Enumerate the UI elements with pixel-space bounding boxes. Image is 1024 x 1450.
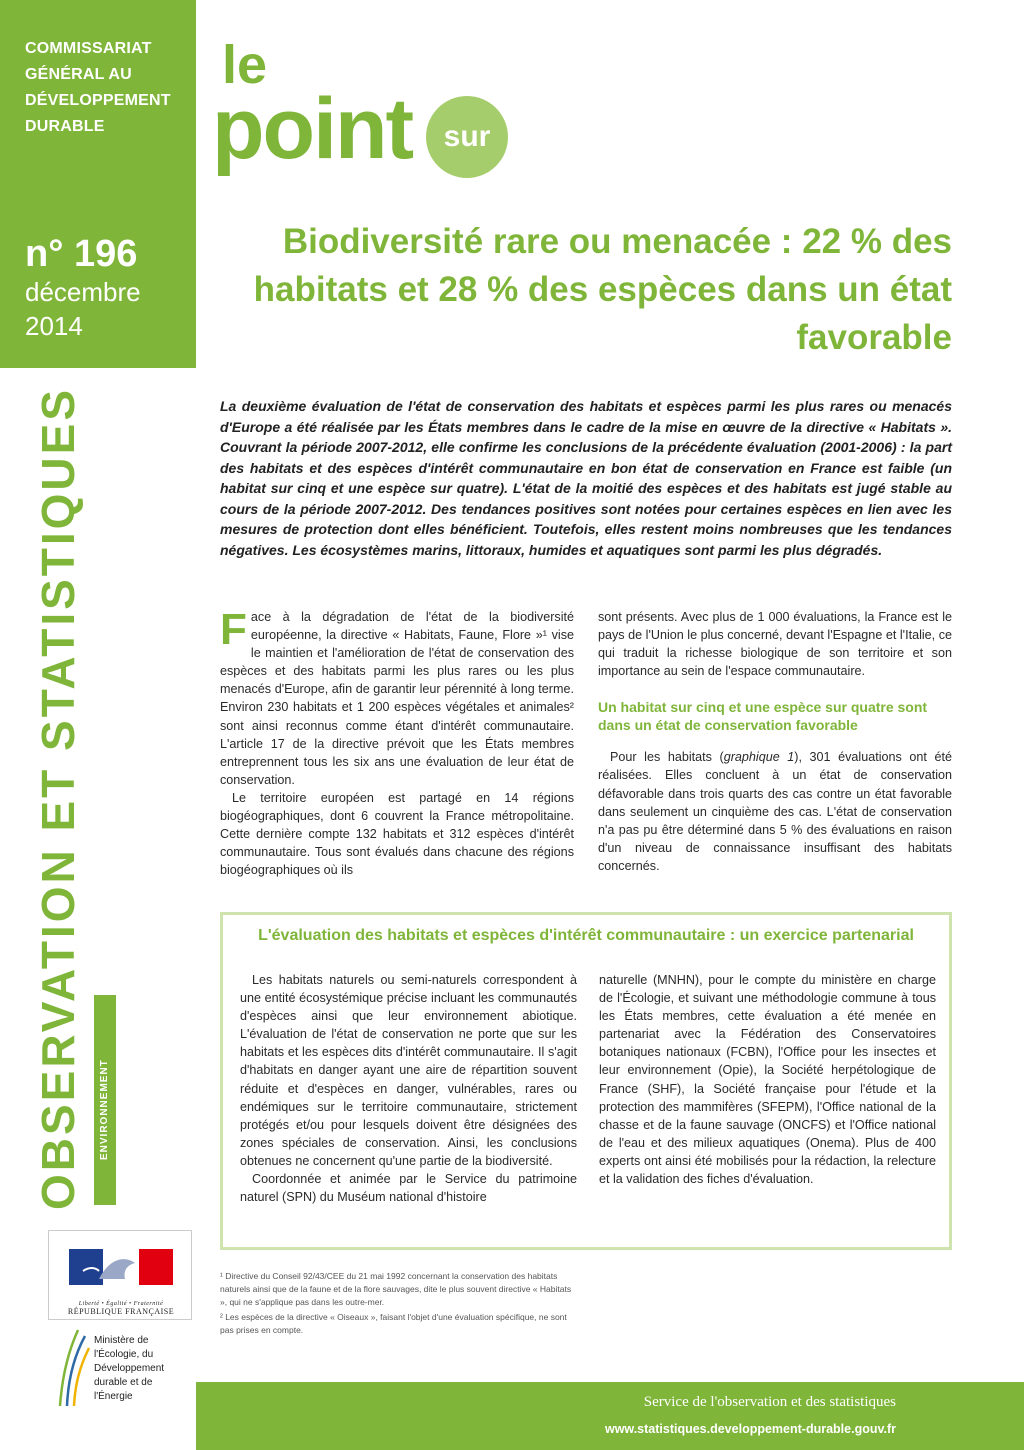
logo-point: point <box>212 81 413 177</box>
section-subheading: Un habitat sur cinq et une espèce sur quatre sont dans un état de conservation favorable <box>598 699 928 734</box>
paragraph: naturelle (MNHN), pour le compte du ministère en charge de l'Écologie, et suivant une méthodologie commune à tous les États membres, cette évaluation a été menée en partenariat avec la Fédération des Conservatoires botaniques nationaux (FCBN), l'Office pour les insectes et leur environnement (Opie), la Société herpétologique de France (SHF), la Société française pour l'étude et la protection des mammifères (SFEPM), l'Office national de la chasse et de la faune sauvage (ONCFS) et l'Office national de l'eau et des milieux aquatiques (Onema). Plus de 400 experts ont ainsi été mobilisés pour la rédaction, la relecture et la validation des fiches d'évaluation. <box>599 973 936 1187</box>
logo-le: le <box>222 35 268 95</box>
footer-website-link[interactable]: www.statistiques.developpement-durable.gouv.fr <box>604 1422 896 1436</box>
marianne-icon <box>69 1249 173 1285</box>
info-box <box>220 912 952 1250</box>
paragraph: sont présents. Avec plus de 1 000 évaluations, la France est le pays de l'Union le plus concerné, devant l'Espagne et l'Italie, ce qui traduit la richesse biologique de son territoire et son importance au sein de l'espace communautaire. <box>598 610 952 679</box>
organization-name: COMMISSARIAT GÉNÉRAL AU DÉVELOPPEMENT DURABLE <box>25 40 171 135</box>
paragraph: Coordonnée et animée par le Service du patrimoine naturel (SPN) du Muséum national d'histoire <box>240 1172 577 1205</box>
footnote: ² Les espèces de la directive « Oiseaux », faisant l'objet d'une évaluation spécifique, ne sont pas prises en compte. <box>220 1312 567 1335</box>
ministry-lines-icon <box>56 1328 90 1408</box>
chart-reference: graphique 1 <box>723 750 795 765</box>
info-box-column-1 <box>240 971 577 1206</box>
republique-label <box>49 1301 193 1316</box>
left-sidebar <box>0 0 196 1450</box>
sidebar-header-block <box>0 0 196 368</box>
paragraph-text: ace à la dégradation de l'état de la biodiversité européenne, la directive « Habitats, Faune, Flore »¹ vise le maintien et l'amélioration de l'état de conservation des espèces et des habitats parmi les plus rares ou les plus menacés d'Europe, afin de garantir leur pérennité à long terme. Environ 230 habitats et 1 200 espèces végétales et animales² sont ainsi reconnus comme étant d'intérêt communautaire. L'article 17 de la directive prévoit que les États membres entreprennent tous les six ans une évaluation de leur état de conservation. <box>220 610 574 787</box>
footer-service-name: Service de l'observation et des statistiques <box>643 1394 896 1410</box>
republique-francaise-logo <box>48 1230 192 1320</box>
ministry-logo <box>48 1322 192 1414</box>
paragraph <box>220 605 574 789</box>
paragraph: Les habitats naturels ou semi-naturels correspondent à une entité écosystémique précise incluant les communautés d'espèces ainsi que leur environnement abiotique. L'évaluation de l'état de conservation ne porte que sur les habitats et les espèces dits d'intérêt communautaire. Il s'agit d'habitats en danger ayant une aire de répartition souvent réduite et d'espèces en danger, vulnérables, rares ou endémiques sur le territoire communautaire, strictement protégés et/ou pour lesquels doivent être désignées des zones spéciales de conservation. Ainsi, les conclusions obtenues ne concernent qu'une partie de la biodiversité. <box>240 973 577 1168</box>
body-column-1 <box>220 605 574 879</box>
theme-label: ENVIRONNEMENT <box>99 1059 110 1160</box>
issue-month: décembre <box>25 277 141 307</box>
article-title: Biodiversité rare ou menacée : 22 % des habitats et 28 % des espèces dans un état favorable <box>253 222 952 357</box>
info-box-title: L'évaluation des habitats et espèces d'intérêt communautaire : un exercice partenarial <box>258 927 914 944</box>
paragraph: Le territoire européen est partagé en 14 régions biogéographiques, dont 6 couvrent la France métropolitaine. Cette dernière compte 132 habitats et 312 espèces d'intérêt communautaire. Tous sont évalués dans chacune des régions biogéographiques où ils <box>220 790 574 878</box>
footnotes <box>220 1270 574 1339</box>
footnote: ¹ Directive du Conseil 92/43/CEE du 21 mai 1992 concernant la conservation des habitats naturels ainsi que de la faune et de la flore sauvages, dite le plus souvent directive « Habitats », qui ne s'applique pas dans les outre-mer. <box>220 1271 572 1307</box>
paragraph-text: ), 301 évaluations ont été réalisées. Elles concluent à un état de conservation défavorable dans trois quarts des cas contre un état favorable dans seulement un cinquième des cas. L'état de conservation n'a pas pu être déterminé dans 5 % des évaluations en raison d'un niveau de connaissance insuffisant des habitats concernés. <box>598 750 952 873</box>
ministry-name: Ministère de l'Écologie, du Développement durable et de l'Énergie <box>94 1335 165 1402</box>
article-lead: La deuxième évaluation de l'état de conservation des habitats et espèces parmi les plus rares ou menacés d'Europe a été réalisée par les États membres dans le cadre de la mise en œuvre de la directive « Habitats ». Couvrant la période 2007-2012, elle confirme les conclusions de la précédente évaluation (2001-2006) : la part des habitats et des espèces d'intérêt communautaire en bon état de conservation en France est faible (un habitat sur cinq et une espèce sur quatre). L'état de la moitié des espèces et des habitats est jugé stable au cours de la période 2007-2012. Des tendances positives sont notées pour certaines espèces en lien avec les mesures de protection dont elles bénéficient. Toutefois, elles restent moins nombreuses que les tendances négatives. Les écosystèmes marins, littoraux, humides et aquatiques sont parmi les plus dégradés. <box>220 398 952 558</box>
paragraph-text: Pour les habitats ( <box>610 750 724 765</box>
logo-sur-badge: sur <box>426 96 508 178</box>
footer-bar <box>196 1382 1024 1450</box>
le-point-sur-logo <box>212 35 512 188</box>
republic-name: RÉPUBLIQUE FRANÇAISE <box>67 1307 175 1316</box>
republic-motto: Liberté • Égalité • Fraternité <box>78 1301 164 1307</box>
drop-cap: F <box>220 605 247 654</box>
info-box-column-2 <box>599 971 936 1188</box>
body-column-2 <box>598 608 952 875</box>
collection-title: OBSERVATION ET STATISTIQUES <box>32 386 84 1210</box>
issue-number: n° 196 <box>25 233 138 275</box>
paragraph <box>598 748 952 875</box>
issue-year: 2014 <box>25 311 83 341</box>
